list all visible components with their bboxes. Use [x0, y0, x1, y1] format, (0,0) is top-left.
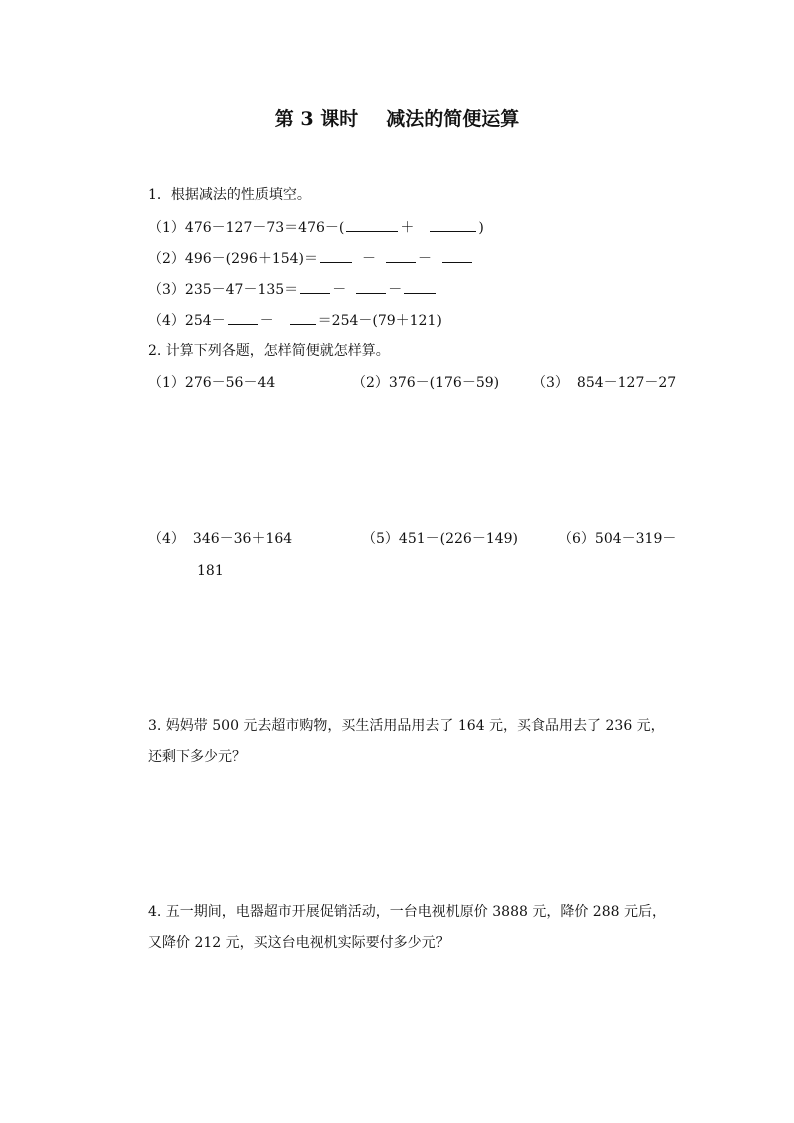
q1-heading: 1．根据减法的性质填空。 [148, 187, 311, 203]
q1-item-3 [148, 280, 438, 299]
q2-heading: 2. 计算下列各题，怎样简便就怎样算。 [148, 343, 390, 359]
expression: 451－(226－149) [398, 531, 519, 547]
answer-blank[interactable] [356, 280, 386, 294]
answer-blank[interactable] [386, 249, 416, 263]
q2-problem-5 [362, 530, 518, 548]
q4-text: 4. 五一期间，电器超市开展促销活动，一台电视机原价 3888 元，降价 288 元后，又降价 212 元，买这台电视机实际要付多少元？ [148, 904, 666, 951]
lesson-number: 第 3 课时 [274, 108, 359, 130]
closing-paren: ) [478, 220, 484, 236]
q2-problem-6 [558, 530, 676, 548]
expression: 496－(296＋154)＝ [184, 251, 319, 267]
q1-item-1 [148, 218, 484, 237]
item-label: （1） [148, 220, 185, 236]
q2-problem-2 [352, 374, 499, 392]
operator: ＋ [400, 220, 415, 236]
item-label: （3） [148, 282, 185, 298]
expression: 276－56－44 [184, 375, 276, 391]
q3-text: 3. 妈妈带 500 元去超市购物，买生活用品用去了 164 元，买食品用去了 236 元，还剩下多少元？ [148, 718, 665, 765]
expression: 476－127－73＝476－( [184, 220, 345, 236]
answer-blank[interactable] [442, 249, 472, 263]
expression: 254－ [184, 313, 226, 329]
expression: 346－36＋164 [192, 531, 293, 547]
expression: 504－319－ [594, 531, 677, 547]
q2-problem-1 [148, 374, 275, 392]
answer-blank[interactable] [290, 311, 316, 325]
answer-blank[interactable] [430, 218, 476, 232]
lesson-topic: 减法的简便运算 [386, 108, 520, 130]
operator: － [418, 251, 433, 267]
item-label: （3） [532, 375, 569, 391]
q1-item-2 [148, 249, 474, 268]
q2-problem-6-wrap: 181 [197, 563, 224, 579]
item-label: （2） [148, 251, 185, 267]
expression: 854－127－27 [576, 375, 677, 391]
answer-blank[interactable] [346, 218, 398, 232]
q2-problem-3 [532, 374, 676, 392]
operator: － [332, 282, 347, 298]
answer-blank[interactable] [320, 249, 352, 263]
answer-blank[interactable] [404, 280, 436, 294]
item-label: （6） [558, 531, 595, 547]
item-label: （4） [148, 313, 185, 329]
answer-blank[interactable] [228, 311, 258, 325]
operator: － [259, 313, 274, 329]
answer-blank[interactable] [300, 280, 330, 294]
q1-item-4 [148, 311, 442, 330]
operator: － [388, 282, 403, 298]
operator: － [362, 251, 377, 267]
item-label: （2） [352, 375, 389, 391]
expression: 376－(176－59) [388, 375, 500, 391]
page-title [0, 107, 794, 131]
expression: 235－47－135＝ [184, 282, 299, 298]
expression-tail: ＝254－(79＋121) [317, 313, 442, 329]
q2-problem-4 [148, 530, 292, 548]
item-label: （4） [148, 531, 185, 547]
item-label: （5） [362, 531, 399, 547]
item-label: （1） [148, 375, 185, 391]
